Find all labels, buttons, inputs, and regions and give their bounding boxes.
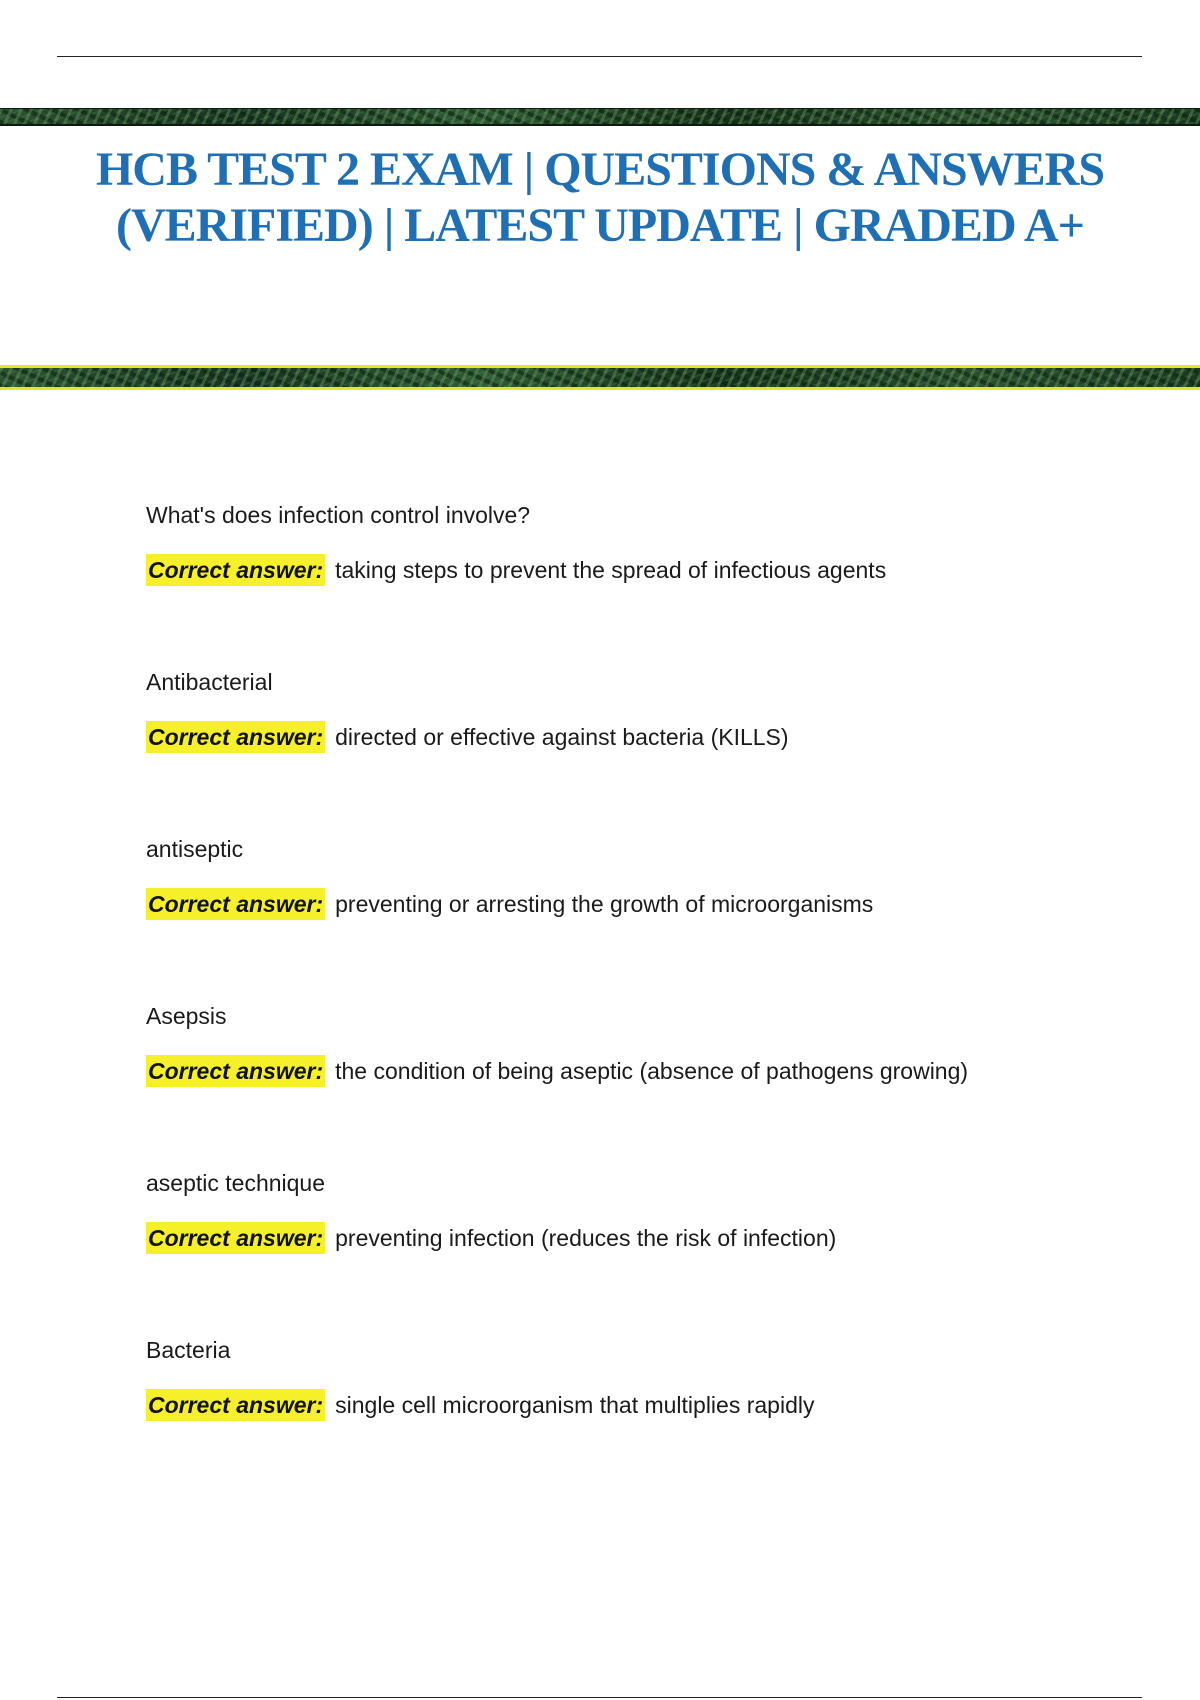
qa-item xyxy=(146,1166,1096,1333)
bottom-rule xyxy=(57,1697,1142,1698)
answer-text: single cell microorganism that multiplies rapidly xyxy=(335,1392,815,1418)
correct-answer-label: Correct answer: xyxy=(146,888,325,920)
correct-answer-label: Correct answer: xyxy=(146,1389,325,1421)
answer-text: preventing or arresting the growth of microorganisms xyxy=(335,891,874,917)
answer-row xyxy=(146,1222,1096,1254)
answer-row xyxy=(146,888,1096,920)
answer-row xyxy=(146,1389,1096,1421)
question-text: aseptic technique xyxy=(146,1170,326,1196)
question-text: antiseptic xyxy=(146,836,244,862)
header-band-bottom xyxy=(0,365,1200,390)
question-text: Antibacterial xyxy=(146,669,273,695)
question-text: Asepsis xyxy=(146,1003,227,1029)
answer-row xyxy=(146,721,1096,753)
qa-item xyxy=(146,665,1096,832)
qa-item xyxy=(146,832,1096,999)
header-band-top xyxy=(0,108,1200,126)
document-title: HCB TEST 2 EXAM | QUESTIONS & ANSWERS (VERIFIED) | LATEST UPDATE | GRADED A+ xyxy=(95,143,1105,252)
question-text: Bacteria xyxy=(146,1337,231,1363)
answer-row xyxy=(146,1055,1096,1087)
qa-item xyxy=(146,498,1096,665)
top-rule xyxy=(57,56,1142,57)
correct-answer-label: Correct answer: xyxy=(146,554,325,586)
qa-item xyxy=(146,1333,1096,1500)
answer-text: directed or effective against bacteria (KILLS) xyxy=(335,724,789,750)
qa-item xyxy=(146,999,1096,1166)
answer-text: taking steps to prevent the spread of infectious agents xyxy=(335,557,887,583)
correct-answer-label: Correct answer: xyxy=(146,1055,325,1087)
correct-answer-label: Correct answer: xyxy=(146,721,325,753)
answer-text: the condition of being aseptic (absence of pathogens growing) xyxy=(335,1058,969,1084)
question-text: What's does infection control involve? xyxy=(146,502,531,528)
answer-text: preventing infection (reduces the risk of infection) xyxy=(335,1225,837,1251)
qa-list xyxy=(146,498,1096,1500)
correct-answer-label: Correct answer: xyxy=(146,1222,325,1254)
answer-row xyxy=(146,554,1096,586)
